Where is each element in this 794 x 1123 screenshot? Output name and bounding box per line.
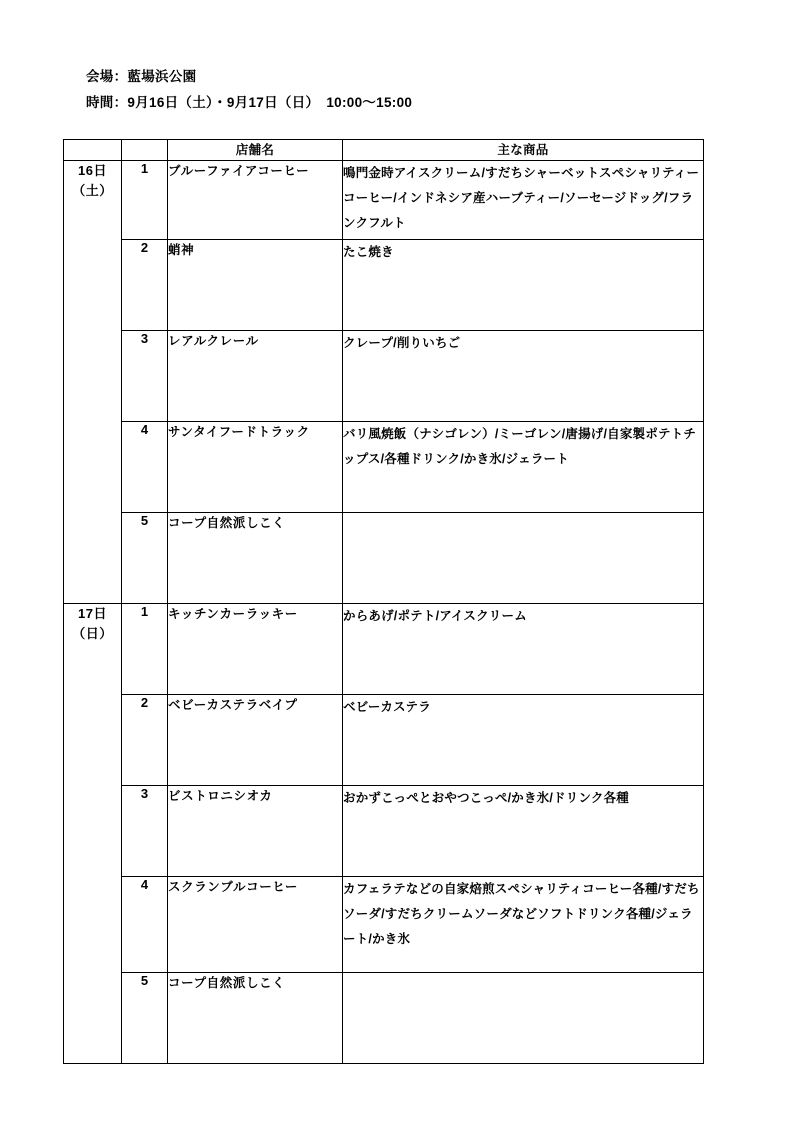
shop-name: コープ自然派しこく [168,513,343,604]
table-row [64,161,704,240]
time-line: 時間：9月16日（土）・9月17日（日） 10:00〜15:00 [86,95,413,110]
day-label-line1: 17日 [78,606,107,621]
row-number: 5 [122,973,168,1064]
main-items: バリ風焼飯（ナシゴレン）/ミーゴレン/唐揚げ/自家製ポテトチップス/各種ドリンク/かき氷/ジェラート [343,422,704,513]
main-items: たこ焼き [343,240,704,331]
column-header-day [64,140,122,161]
day-cell-17 [64,604,122,1064]
table-row [64,695,704,786]
table-row [64,513,704,604]
shop-name: ベビーカステラベイプ [168,695,343,786]
shop-name: スクランブルコーヒー [168,877,343,973]
schedule-table [63,139,704,1064]
row-number: 5 [122,513,168,604]
table-header-row [64,140,704,161]
row-number: 2 [122,240,168,331]
row-number: 1 [122,161,168,240]
day-label-line1: 16日 [78,163,107,178]
table-row [64,331,704,422]
main-items [343,513,704,604]
main-items: 鳴門金時アイスクリーム/すだちシャーベットスペシャリティーコーヒー/インドネシア産ハーブティー/ソーセージドッグ/フランクフルト [343,161,704,240]
table-row [64,240,704,331]
table-row [64,786,704,877]
day-label-line2: （土） [72,183,113,198]
shop-name: コープ自然派しこく [168,973,343,1064]
shop-name: キッチンカーラッキー [168,604,343,695]
shop-name: 蛸神 [168,240,343,331]
row-number: 4 [122,877,168,973]
shop-name: ブルーファイアコーヒー [168,161,343,240]
shop-name: ビストロニシオカ [168,786,343,877]
main-items: ベビーカステラ [343,695,704,786]
row-number: 3 [122,786,168,877]
main-items [343,973,704,1064]
main-items: クレープ/削りいちご [343,331,704,422]
shop-name: レアルクレール [168,331,343,422]
table-header [64,140,704,161]
row-number: 4 [122,422,168,513]
row-number: 1 [122,604,168,695]
header-block [86,64,706,116]
table-row [64,877,704,973]
venue-line: 会場：藍場浜公園 [86,69,197,84]
main-items: カフェラテなどの自家焙煎スペシャリティコーヒー各種/すだちソーダ/すだちクリームソーダなどソフトドリンク各種/ジェラート/かき氷 [343,877,704,973]
table-row [64,973,704,1064]
column-header-main-items: 主な商品 [343,140,704,161]
main-items: おかずこっぺとおやつこっぺ/かき氷/ドリンク各種 [343,786,704,877]
shop-name: サンタイフードトラック [168,422,343,513]
table-body [64,161,704,1064]
day-cell-16 [64,161,122,604]
table-row [64,604,704,695]
row-number: 3 [122,331,168,422]
column-header-number [122,140,168,161]
row-number: 2 [122,695,168,786]
column-header-shop-name: 店舗名 [168,140,343,161]
main-items: からあげ/ポテト/アイスクリーム [343,604,704,695]
day-label-line2: （日） [72,626,113,641]
table-row [64,422,704,513]
